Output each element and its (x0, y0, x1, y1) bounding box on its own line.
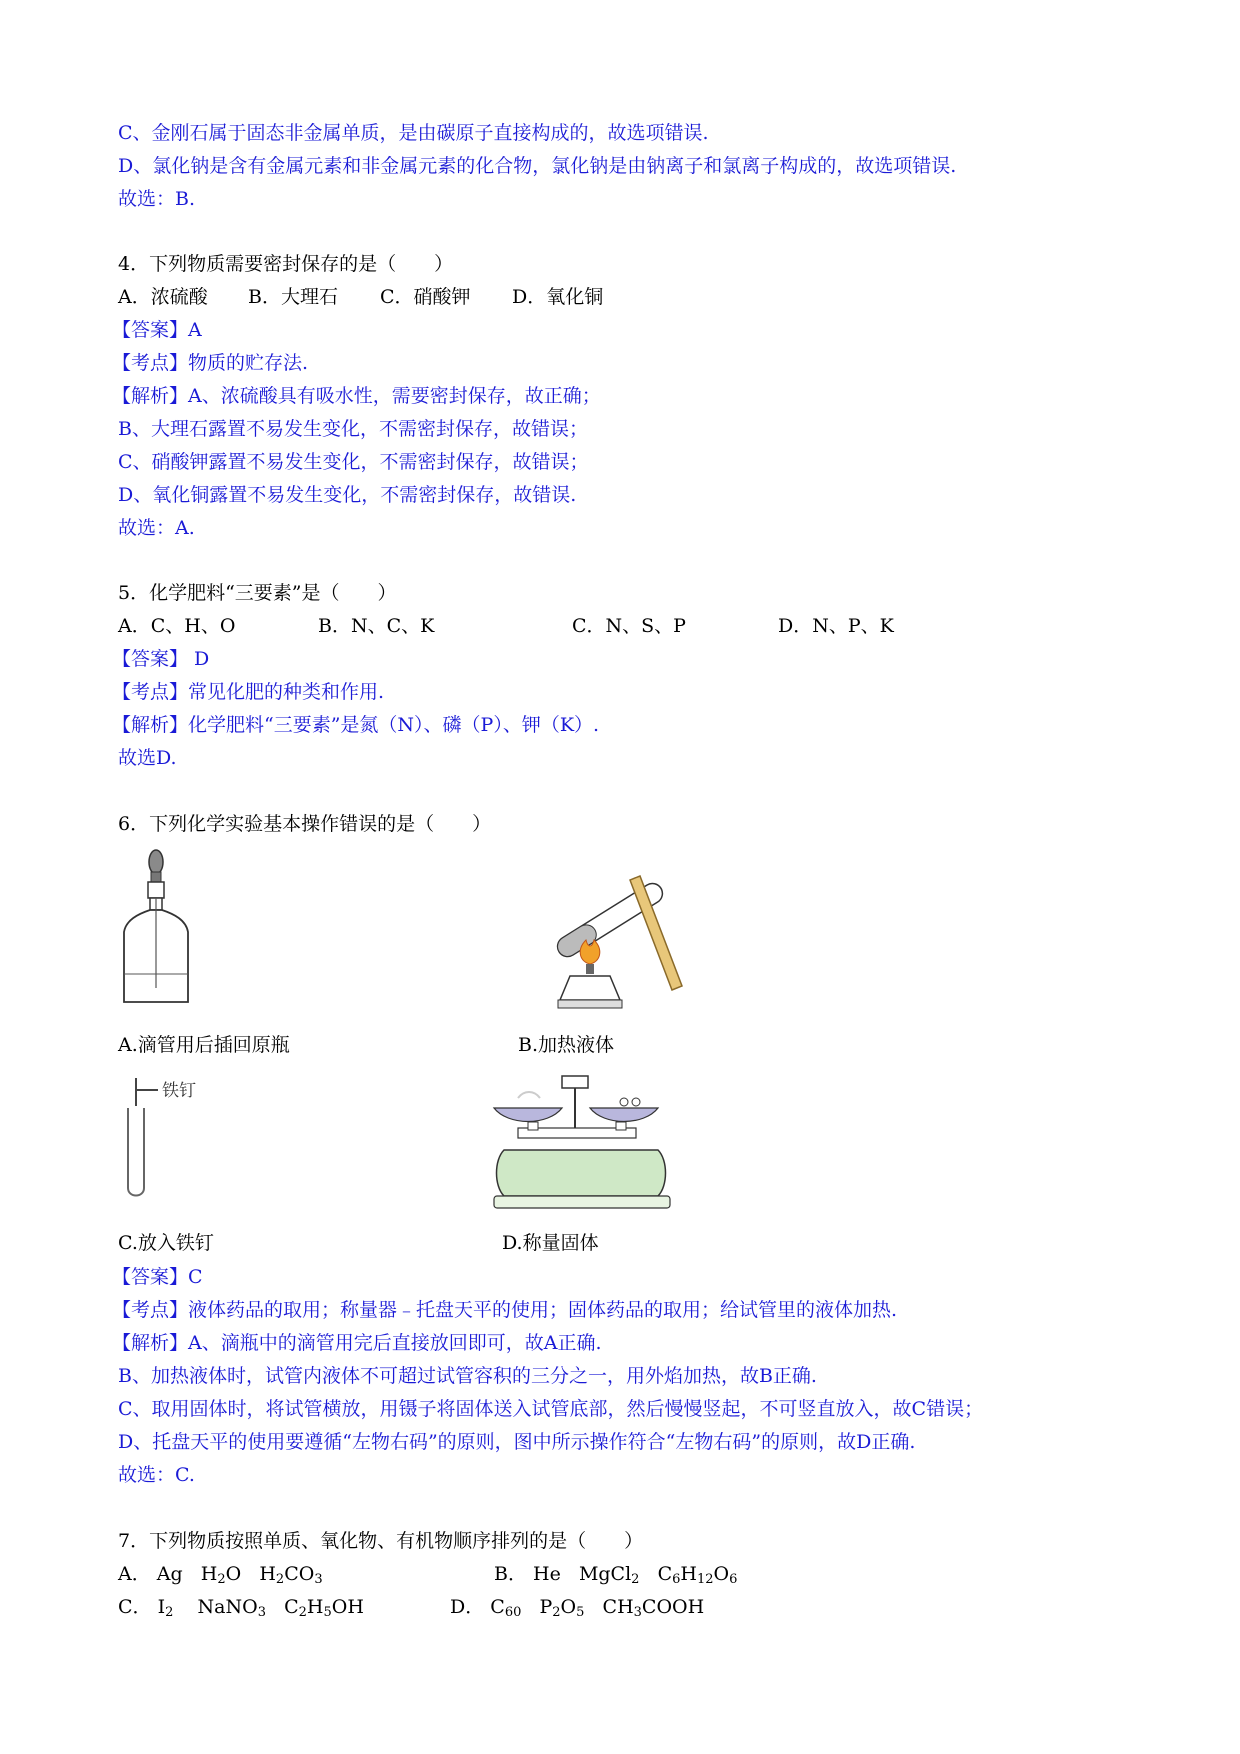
test-tube-nail-figure (124, 1074, 214, 1202)
q6-analysis-3: C、取用固体时，将试管横放，用镊子将固体送入试管底部，然后慢慢竖起，不可竖直放入，故C错误； (118, 1398, 984, 1420)
q6-answer: 【答案】C (112, 1266, 203, 1288)
q6-caption-b: B.加热液体 (518, 1034, 615, 1056)
heating-test-tube-figure (520, 850, 690, 1020)
q5-analysis: 【解析】化学肥料“三要素”是氮（N）、磷（P）、钾（K）. (112, 714, 600, 736)
q4-choice: 故选：A. (118, 517, 195, 539)
q3-option-d-explanation: D、氯化钠是含有金属元素和非金属元素的化合物，氯化钠是由钠离子和氯离子构成的，故选项错误. (118, 155, 957, 177)
q5-answer: 【答案】 D (112, 648, 210, 670)
q4-answer: 【答案】A (112, 319, 202, 341)
q4-stem: 4．下列物质需要密封保存的是（ ） (118, 253, 454, 275)
q5-stem: 5．化学肥料“三要素”是（ ） (118, 582, 397, 604)
q4-option-a: A．浓硫酸 (118, 286, 208, 308)
q4-option-d: D．氧化铜 (512, 286, 604, 308)
q7-option-c-letter: C． (118, 1596, 152, 1618)
q3-option-c-explanation: C、金刚石属于固态非金属单质，是由碳原子直接构成的，故选项错误. (118, 122, 709, 144)
q6-caption-a: A.滴管用后插回原瓶 (118, 1034, 290, 1056)
q5-point: 【考点】常见化肥的种类和作用. (112, 681, 385, 703)
q6-analysis-2: B、加热液体时，试管内液体不可超过试管容积的三分之一，用外焰加热，故B正确. (118, 1365, 817, 1387)
q4-analysis-2: B、大理石露置不易发生变化，不需密封保存，故错误； (118, 418, 588, 440)
q4-point: 【考点】物质的贮存法. (112, 352, 309, 374)
q5-choice: 故选D. (118, 747, 177, 769)
q4-option-b: B．大理石 (248, 286, 338, 308)
q6-caption-d: D.称量固体 (502, 1232, 599, 1254)
q4-option-c: C．硝酸钾 (380, 286, 471, 308)
q7-stem: 7．下列物质按照单质、氧化物、有机物顺序排列的是（ ） (118, 1530, 644, 1552)
q4-analysis-4: D、氧化铜露置不易发生变化，不需密封保存，故错误. (118, 484, 577, 506)
q7-option-b: B． He MgCl$_2$ $C_6H_{12}O_6$ (494, 1563, 738, 1587)
q7-option-d-letter: D． (450, 1596, 485, 1618)
q5-option-b: B．N、C、K (318, 615, 435, 637)
q7-option-c: C． $I_2$ NaNO$_3$ $C_2H_5OH$ (118, 1596, 364, 1620)
q7-option-a: A． Ag $H_2O$ $H_2CO_3$ (118, 1563, 323, 1587)
q6-analysis-1: 【解析】A、滴瓶中的滴管用完后直接放回即可，故A正确. (112, 1332, 602, 1354)
q3-choice: 故选：B. (118, 188, 196, 210)
nail-label: 铁钉 (162, 1081, 196, 1101)
balance-figure (488, 1074, 678, 1214)
q6-caption-c: C.放入铁钉 (118, 1232, 214, 1254)
q6-stem: 6．下列化学实验基本操作错误的是（ ） (118, 813, 492, 835)
q7-option-d: D． $C_{60}$ $P_2O_5$ $CH_3COOH$ (450, 1596, 705, 1620)
q5-option-a: A．C、H、O (118, 615, 236, 637)
q7-option-a-letter: A． (118, 1563, 151, 1585)
q4-analysis-3: C、硝酸钾露置不易发生变化，不需密封保存，故错误； (118, 451, 589, 473)
q7-option-b-letter: B． (494, 1563, 527, 1585)
q6-choice: 故选：C. (118, 1464, 195, 1486)
q5-option-d: D．N、P、K (778, 615, 894, 637)
q4-analysis-1: 【解析】A、浓硫酸具有吸水性，需要密封保存，故正确； (112, 385, 601, 407)
q6-point: 【考点】液体药品的取用；称量器﹣托盘天平的使用；固体药品的取用；给试管里的液体加热. (112, 1299, 898, 1321)
q6-analysis-4: D、托盘天平的使用要遵循“左物右码”的原则，图中所示操作符合“左物右码”的原则，故D正确. (118, 1431, 916, 1453)
q5-option-c: C．N、S、P (572, 615, 686, 637)
dropper-bottle-figure (118, 848, 198, 1010)
